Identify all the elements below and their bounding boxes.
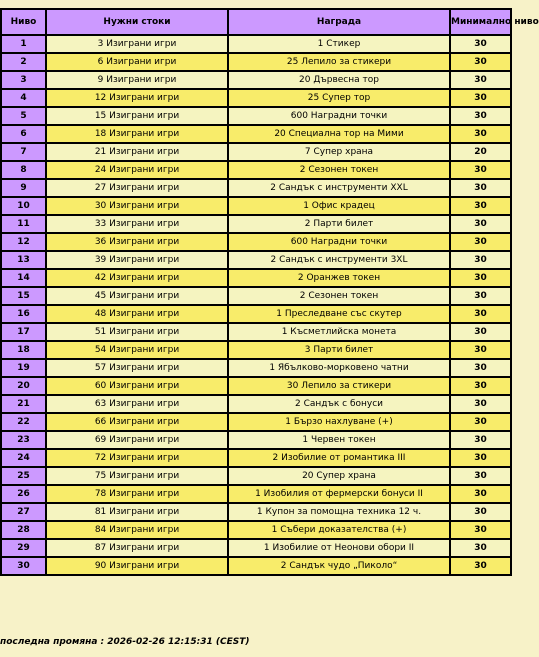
- reward-cell: 1 Изобилия от фермерски бонуси II: [228, 485, 450, 503]
- reward-cell: 1 Купон за помощна техника 12 ч.: [228, 503, 450, 521]
- min-level-cell: 30: [450, 359, 511, 377]
- table-row: [1, 341, 511, 359]
- level-cell: 30: [1, 557, 46, 575]
- required-goods-cell: 3 Изиграни игри: [46, 35, 228, 53]
- reward-cell: 20 Супер храна: [228, 467, 450, 485]
- reward-cell: 2 Сандък с бонуси: [228, 395, 450, 413]
- table-row: [1, 449, 511, 467]
- table-body: [1, 35, 511, 575]
- level-cell: 21: [1, 395, 46, 413]
- min-level-cell: 30: [450, 197, 511, 215]
- required-goods-cell: 81 Изиграни игри: [46, 503, 228, 521]
- level-cell: 29: [1, 539, 46, 557]
- reward-cell: 1 Ябълково-морковено чатни: [228, 359, 450, 377]
- level-cell: 22: [1, 413, 46, 431]
- reward-cell: 2 Сезонен токен: [228, 287, 450, 305]
- min-level-cell: 30: [450, 323, 511, 341]
- rewards-table: [0, 8, 539, 576]
- reward-cell: 1 Офис крадец: [228, 197, 450, 215]
- table-row: [1, 539, 511, 557]
- table-row: [1, 35, 511, 53]
- reward-cell: 1 Изобилие от Неонови обори II: [228, 539, 450, 557]
- reward-cell: 3 Парти билет: [228, 341, 450, 359]
- table-row: [1, 89, 511, 107]
- level-cell: 8: [1, 161, 46, 179]
- required-goods-cell: 24 Изиграни игри: [46, 161, 228, 179]
- required-goods-cell: 39 Изиграни игри: [46, 251, 228, 269]
- table-row: [1, 287, 511, 305]
- table-row: [1, 269, 511, 287]
- min-level-cell: 20: [450, 143, 511, 161]
- level-cell: 17: [1, 323, 46, 341]
- level-cell: 7: [1, 143, 46, 161]
- reward-cell: 1 Преследване със скутер: [228, 305, 450, 323]
- table-row: [1, 71, 511, 89]
- required-goods-cell: 36 Изиграни игри: [46, 233, 228, 251]
- level-cell: 23: [1, 431, 46, 449]
- table-row: [1, 125, 511, 143]
- reward-cell: 2 Сандък с инструменти XXL: [228, 179, 450, 197]
- required-goods-cell: 84 Изиграни игри: [46, 521, 228, 539]
- min-level-cell: 30: [450, 35, 511, 53]
- min-level-cell: 30: [450, 341, 511, 359]
- reward-cell: 25 Лепило за стикери: [228, 53, 450, 71]
- min-level-cell: 30: [450, 485, 511, 503]
- table-row: [1, 557, 511, 575]
- required-goods-cell: 42 Изиграни игри: [46, 269, 228, 287]
- required-goods-cell: 27 Изиграни игри: [46, 179, 228, 197]
- table-row: [1, 359, 511, 377]
- required-goods-cell: 87 Изиграни игри: [46, 539, 228, 557]
- min-level-cell: 30: [450, 503, 511, 521]
- level-cell: 28: [1, 521, 46, 539]
- level-cell: 2: [1, 53, 46, 71]
- table-row: [1, 215, 511, 233]
- required-goods-cell: 51 Изиграни игри: [46, 323, 228, 341]
- reward-cell: 2 Изобилие от романтика III: [228, 449, 450, 467]
- table-row: [1, 197, 511, 215]
- min-level-cell: 30: [450, 89, 511, 107]
- table-row: [1, 305, 511, 323]
- level-cell: 20: [1, 377, 46, 395]
- table-row: [1, 107, 511, 125]
- min-level-cell: 30: [450, 233, 511, 251]
- min-level-cell: 30: [450, 521, 511, 539]
- required-goods-cell: 48 Изиграни игри: [46, 305, 228, 323]
- required-goods-cell: 54 Изиграни игри: [46, 341, 228, 359]
- reward-cell: 7 Супер храна: [228, 143, 450, 161]
- min-level-cell: 30: [450, 431, 511, 449]
- table-row: [1, 323, 511, 341]
- reward-cell: 25 Супер тор: [228, 89, 450, 107]
- table-row: [1, 431, 511, 449]
- min-level-cell: 30: [450, 467, 511, 485]
- min-level-cell: 30: [450, 539, 511, 557]
- level-cell: 9: [1, 179, 46, 197]
- level-cell: 3: [1, 71, 46, 89]
- table-row: [1, 377, 511, 395]
- min-level-cell: 30: [450, 287, 511, 305]
- reward-cell: 2 Сандък чудо „Пиколо“: [228, 557, 450, 575]
- reward-cell: 2 Парти билет: [228, 215, 450, 233]
- reward-cell: 2 Сезонен токен: [228, 161, 450, 179]
- reward-cell: 2 Оранжев токен: [228, 269, 450, 287]
- level-cell: 5: [1, 107, 46, 125]
- min-level-cell: 30: [450, 107, 511, 125]
- level-cell: 15: [1, 287, 46, 305]
- header-reward: Награда: [228, 9, 450, 35]
- reward-cell: 600 Наградни точки: [228, 107, 450, 125]
- table-row: [1, 485, 511, 503]
- required-goods-cell: 33 Изиграни игри: [46, 215, 228, 233]
- reward-cell: 30 Лепило за стикери: [228, 377, 450, 395]
- required-goods-cell: 69 Изиграни игри: [46, 431, 228, 449]
- min-level-cell: 30: [450, 215, 511, 233]
- required-goods-cell: 15 Изиграни игри: [46, 107, 228, 125]
- required-goods-cell: 90 Изиграни игри: [46, 557, 228, 575]
- reward-cell: 600 Наградни точки: [228, 233, 450, 251]
- level-cell: 25: [1, 467, 46, 485]
- min-level-cell: 30: [450, 125, 511, 143]
- required-goods-cell: 30 Изиграни игри: [46, 197, 228, 215]
- reward-cell: 1 Червен токен: [228, 431, 450, 449]
- level-cell: 6: [1, 125, 46, 143]
- required-goods-cell: 18 Изиграни игри: [46, 125, 228, 143]
- required-goods-cell: 45 Изиграни игри: [46, 287, 228, 305]
- required-goods-cell: 66 Изиграни игри: [46, 413, 228, 431]
- level-cell: 13: [1, 251, 46, 269]
- required-goods-cell: 12 Изиграни игри: [46, 89, 228, 107]
- required-goods-cell: 60 Изиграни игри: [46, 377, 228, 395]
- table-row: [1, 467, 511, 485]
- min-level-cell: 30: [450, 377, 511, 395]
- level-cell: 24: [1, 449, 46, 467]
- min-level-cell: 30: [450, 161, 511, 179]
- required-goods-cell: 72 Изиграни игри: [46, 449, 228, 467]
- level-cell: 14: [1, 269, 46, 287]
- table-row: [1, 53, 511, 71]
- reward-cell: 20 Дървесна тор: [228, 71, 450, 89]
- level-cell: 27: [1, 503, 46, 521]
- required-goods-cell: 9 Изиграни игри: [46, 71, 228, 89]
- header-min-level: Минимално ниво: [450, 9, 511, 35]
- level-cell: 19: [1, 359, 46, 377]
- required-goods-cell: 21 Изиграни игри: [46, 143, 228, 161]
- min-level-cell: 30: [450, 449, 511, 467]
- min-level-cell: 30: [450, 557, 511, 575]
- min-level-cell: 30: [450, 71, 511, 89]
- level-cell: 4: [1, 89, 46, 107]
- table-row: [1, 179, 511, 197]
- level-cell: 11: [1, 215, 46, 233]
- table-row: [1, 251, 511, 269]
- reward-cell: 1 Бързо нахлуване (+): [228, 413, 450, 431]
- required-goods-cell: 57 Изиграни игри: [46, 359, 228, 377]
- level-cell: 10: [1, 197, 46, 215]
- table-row: [1, 233, 511, 251]
- table-row: [1, 143, 511, 161]
- table-row: [1, 413, 511, 431]
- min-level-cell: 30: [450, 395, 511, 413]
- level-cell: 12: [1, 233, 46, 251]
- table-row: [1, 503, 511, 521]
- min-level-cell: 30: [450, 179, 511, 197]
- level-cell: 16: [1, 305, 46, 323]
- min-level-cell: 30: [450, 413, 511, 431]
- reward-cell: 2 Сандък с инструменти 3XL: [228, 251, 450, 269]
- min-level-cell: 30: [450, 251, 511, 269]
- last-change-note: последна промяна : 2026-02-26 12:15:31 (CEST): [0, 637, 250, 647]
- required-goods-cell: 6 Изиграни игри: [46, 53, 228, 71]
- header-level: Ниво: [1, 9, 46, 35]
- table-row: [1, 521, 511, 539]
- reward-cell: 20 Специална тор на Мими: [228, 125, 450, 143]
- reward-cell: 1 Стикер: [228, 35, 450, 53]
- table-row: [1, 161, 511, 179]
- min-level-cell: 30: [450, 269, 511, 287]
- required-goods-cell: 78 Изиграни игри: [46, 485, 228, 503]
- table-header-row: [1, 9, 511, 35]
- required-goods-cell: 75 Изиграни игри: [46, 467, 228, 485]
- required-goods-cell: 63 Изиграни игри: [46, 395, 228, 413]
- reward-cell: 1 Събери доказателства (+): [228, 521, 450, 539]
- level-cell: 26: [1, 485, 46, 503]
- level-cell: 18: [1, 341, 46, 359]
- min-level-cell: 30: [450, 53, 511, 71]
- header-required-goods: Нужни стоки: [46, 9, 228, 35]
- min-level-cell: 30: [450, 305, 511, 323]
- reward-cell: 1 Късметлийска монета: [228, 323, 450, 341]
- level-cell: 1: [1, 35, 46, 53]
- table-row: [1, 395, 511, 413]
